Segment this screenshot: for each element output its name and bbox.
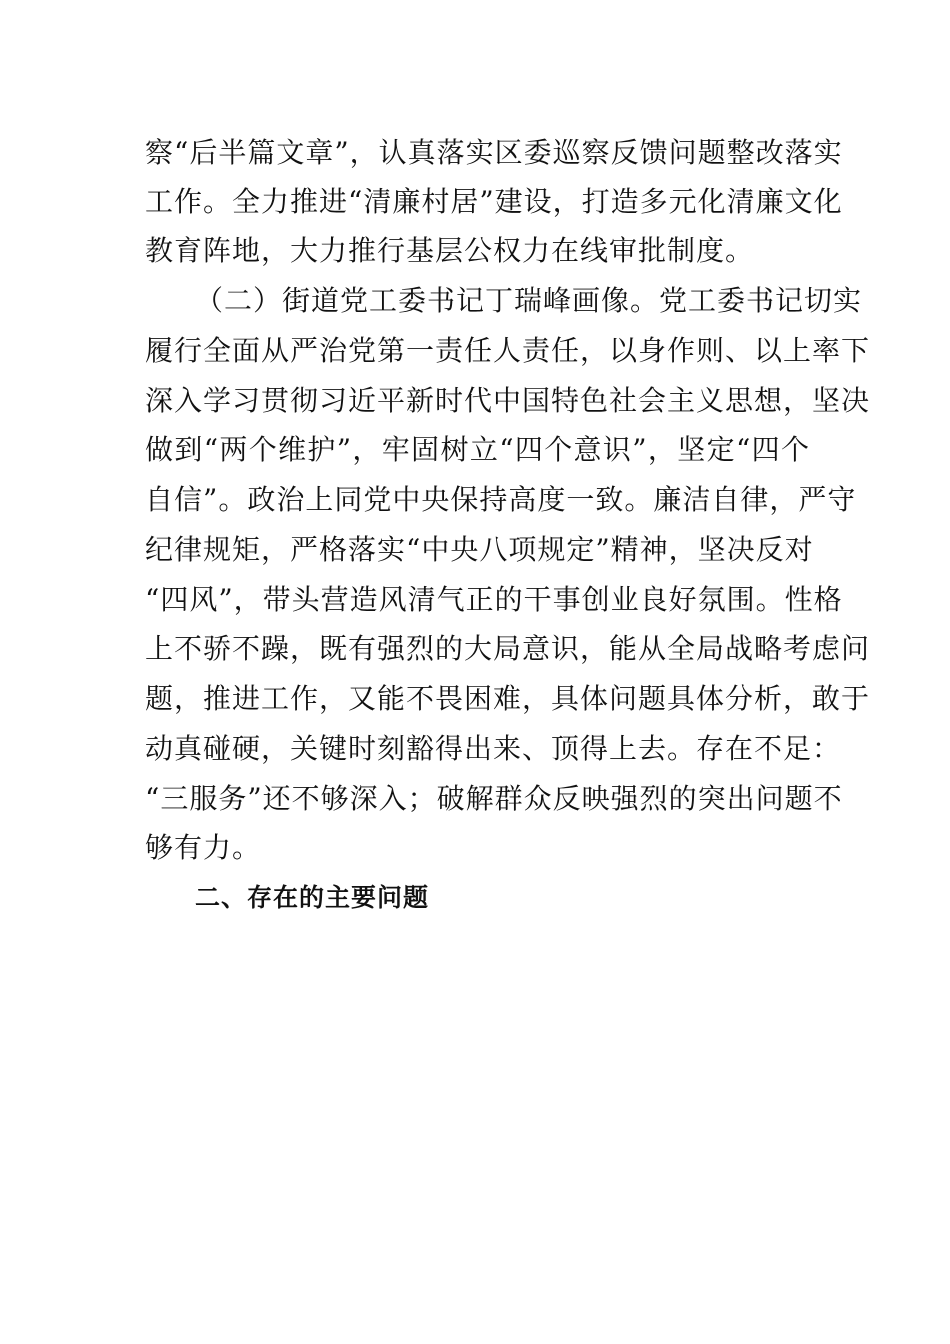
body-line-11: 上不骄不躁，既有强烈的大局意识，能从全局战略考虑问: [145, 632, 871, 665]
body-line-2: 工作。全力推进“清廉村居”建设，打造多元化清廉文化: [145, 185, 843, 218]
body-line-6: 深入学习贯彻习近平新时代中国特色社会主义思想，坚决: [145, 384, 871, 417]
body-line-14: “三服务”还不够深入；破解群众反映强烈的突出问题不: [145, 782, 843, 815]
body-line-3: 教育阵地，大力推行基层公权力在线审批制度。: [145, 234, 755, 267]
body-line-5: 履行全面从严治党第一责任人责任，以身作则、以上率下: [145, 334, 871, 367]
body-line-13: 动真碰硬，关键时刻豁得出来、顶得上去。存在不足：: [145, 732, 842, 765]
paragraph-2-first-line: （二）街道党工委书记丁瑞峰画像。党工委书记切实: [195, 284, 863, 317]
body-line-8: 自信”。政治上同党中央保持高度一致。廉洁自律，严守: [145, 483, 857, 516]
body-line-10: “四风”，带头营造风清气正的干事创业良好氛围。性格: [145, 583, 843, 616]
body-line-7: 做到“两个维护”，牢固树立“四个意识”，坚定“四个: [145, 433, 810, 466]
body-line-9: 纪律规矩，严格落实“中央八项规定”精神，坚决反对: [145, 533, 814, 566]
section-heading: 二、存在的主要问题: [195, 883, 430, 912]
body-line-1: 察“后半篇文章”，认真落实区委巡察反馈问题整改落实: [145, 136, 843, 169]
body-line-15: 够有力。: [145, 831, 262, 864]
body-line-12: 题，推进工作，又能不畏困难，具体问题具体分析，敢于: [145, 682, 871, 715]
